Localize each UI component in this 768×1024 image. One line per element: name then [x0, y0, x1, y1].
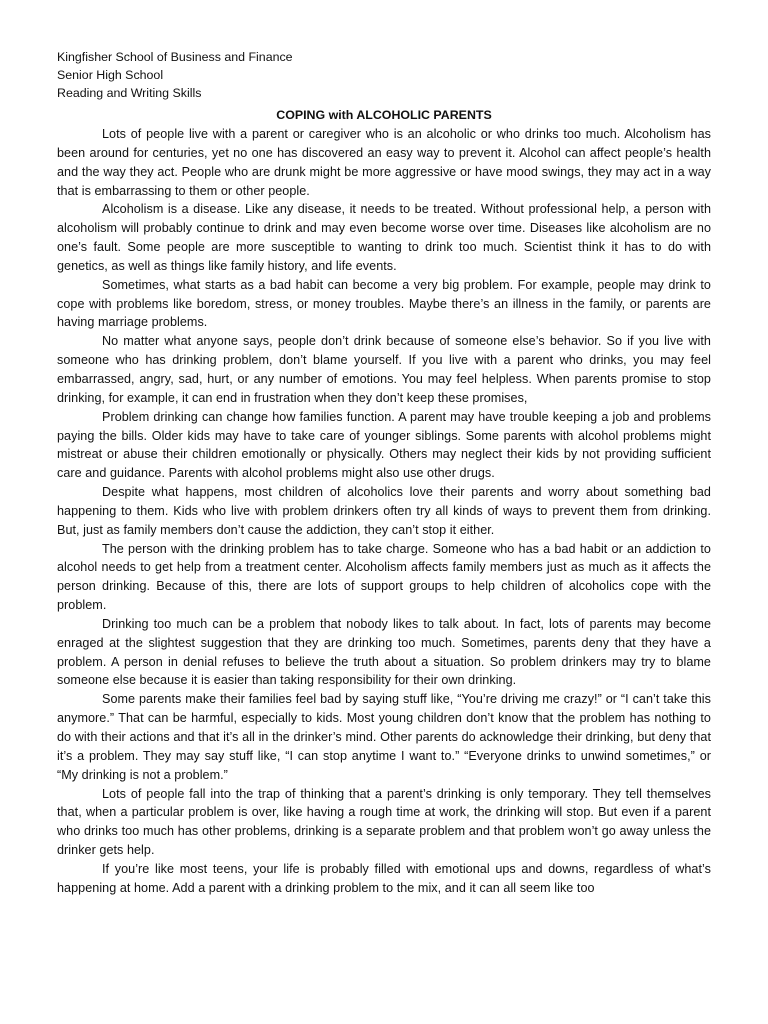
school-level: Senior High School — [57, 68, 164, 82]
paragraph-2: Alcoholism is a disease. Like any disease, it needs to be treated. Without professional help, a person with alcoholism will probably continue to drink and may even become worse over time. Diseases like alcoholism are no one’s fault. Some people are more susceptible to wanting to drink too much. Scientist think it has to do with genetics, as well as things like family history, and life events. — [57, 202, 711, 273]
paragraph-5: Problem drinking can change how families function. A parent may have trouble keeping a job and problems paying the bills. Older kids may have to take care of younger siblings. Some parents with alcohol problems might mistreat or abuse their children emotionally or physically. Others may neglect their kids by not providing sufficient care and guidance. Parents with alcohol problems might also use other drugs. — [57, 409, 711, 481]
subject-name: Reading and Writing Skills — [57, 86, 202, 100]
school-name: Kingfisher School of Business and Finance — [57, 50, 293, 64]
document-body — [57, 125, 711, 898]
paragraph-8: Drinking too much can be a problem that nobody likes to talk about. In fact, lots of parents may become enraged at the slightest suggestion that they are drinking too much. Sometimes, parents deny that they have a problem. A person in denial refuses to believe the truth about a situation. So problem drinkers may try to blame someone else because it is easier than taking responsibility for their own drinking. — [57, 616, 711, 688]
paragraph-6: Despite what happens, most children of alcoholics love their parents and worry about something bad happening to them. Kids who live with problem drinkers often try all kinds of ways to prevent them from drinking. But, just as family members don’t cause the addiction, they can’t stop it either. — [57, 485, 711, 537]
paragraph-1: Lots of people live with a parent or caregiver who is an alcoholic or who drinks too much. Alcoholism has been around for centuries, yet no one has discovered an easy way to prevent it. Alcohol can affect people’s health and the way they act. People who are drunk might be more aggressive or have mood swings, they may act in a way that is embarrassing to them or other people. — [57, 127, 711, 198]
paragraph-11: If you’re like most teens, your life is probably filled with emotional ups and downs, regardless of what’s happening at home. Add a parent with a drinking problem to the mix, and it can all seem like too — [57, 861, 711, 895]
paragraph-10: Lots of people fall into the trap of thinking that a parent’s drinking is only temporary. They tell themselves that, when a particular problem is over, like having a rough time at work, the drinking will stop. But even if a parent who drinks too much has other problems, drinking is a separate problem and that problem won’t go away unless the drinker gets help. — [57, 786, 711, 858]
paragraph-9: Some parents make their families feel bad by saying stuff like, “You’re driving me crazy!” or “I can’t take this anymore.” That can be harmful, especially to kids. Most young children don’t know that the problem has nothing to do with their actions and that it’s all in the drinker’s mind. Other parents do acknowledge their drinking, but deny that it’s a problem. They may say stuff like, “I can stop anytime I want to.” “Everyone drinks to unwind sometimes,” or “My drinking is not a problem.” — [57, 692, 711, 782]
paragraph-4: No matter what anyone says, people don’t drink because of someone else’s behavior. So if you live with someone who has drinking problem, don’t blame yourself. If you live with a parent who drinks, you may feel embarrassed, angry, sad, hurt, or any number of emotions. You may feel helpless. When parents promise to stop drinking, for example, it can end in frustration when they don’t keep these promises, — [57, 334, 711, 405]
document-header — [57, 48, 711, 102]
paragraph-3: Sometimes, what starts as a bad habit can become a very big problem. For example, people may drink to cope with problems like boredom, stress, or money troubles. Maybe there’s an illness in the family, or parents are having marriage problems. — [57, 277, 711, 330]
document-title: COPING with ALCOHOLIC PARENTS — [276, 108, 492, 122]
paragraph-7: The person with the drinking problem has to take charge. Someone who has a bad habit or an addiction to alcohol needs to get help from a treatment center. Alcoholism affects family members just as much as it affects the person drinking. Because of this, there are lots of support groups to help children of alcoholics cope with the problem. — [57, 541, 711, 613]
